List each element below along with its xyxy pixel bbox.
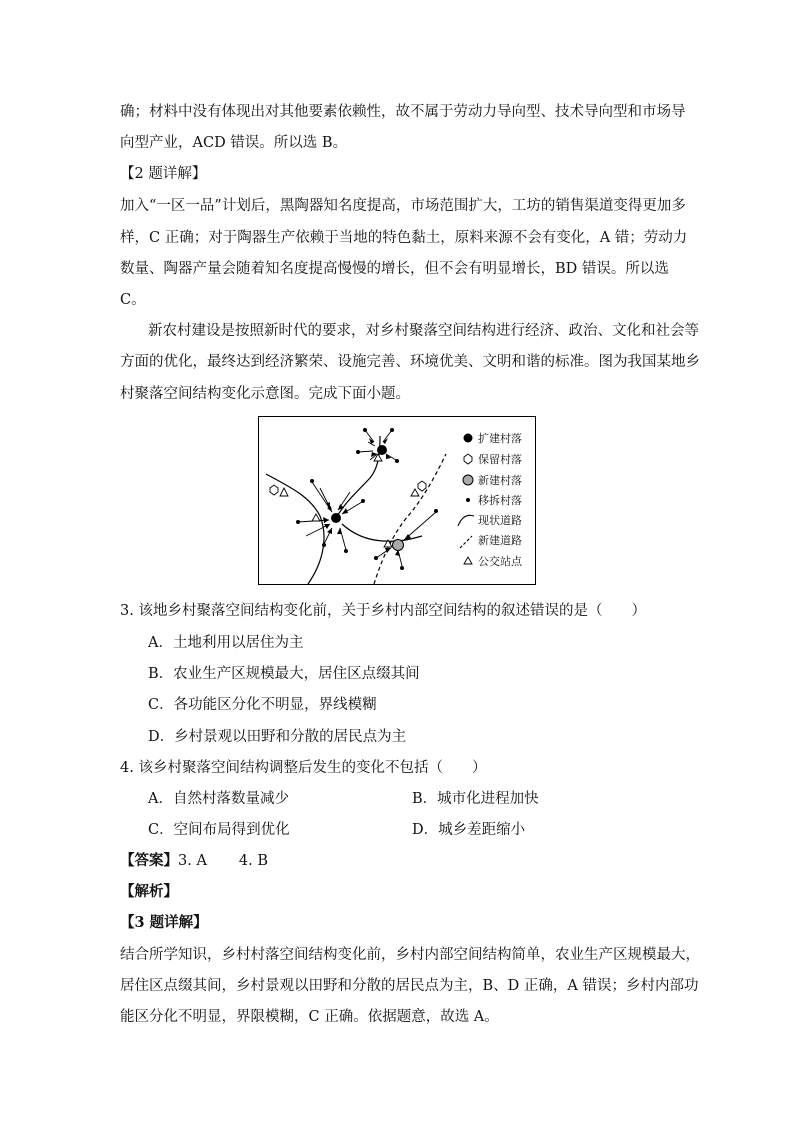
legend-label: 保留村落 bbox=[478, 453, 522, 466]
analysis-label: 【解析】 bbox=[120, 883, 178, 900]
intro-line: 村聚落空间结构变化示意图。完成下面小题。 bbox=[120, 386, 410, 402]
answer-4: 4. B bbox=[238, 853, 269, 869]
analysis-line: 能区分化不明显，界限模糊，C 正确。依据题意，故选 A。 bbox=[120, 1009, 499, 1025]
text-line: 样，C 正确；对于陶器生产依赖于当地的特色黏土，原料来源不会有变化，A 错；劳动力 bbox=[120, 230, 688, 246]
text-line: 确；材料中没有体现出对其他要素依赖性，故不属于劳动力导向型、技术导向型和市场导 bbox=[120, 104, 686, 120]
text-line: 加入“一区一品”计划后，黑陶器知名度提高，市场范围扩大，工坊的销售渠道变得更加多 bbox=[120, 198, 686, 214]
expanded-village bbox=[331, 513, 341, 523]
q4-option-c: C．空间布局得到优化 bbox=[148, 822, 290, 838]
q4-option-b: B．城市化进程加快 bbox=[412, 791, 539, 807]
filled-circle-icon bbox=[464, 434, 473, 443]
text-line: 数量、陶器产量会随着知名度提高慢慢的增长，但不会有明显增长，BD 错误。所以选 bbox=[120, 261, 669, 277]
q4-option-a: A．自然村落数量减少 bbox=[148, 791, 289, 807]
legend-label: 公交站点 bbox=[478, 555, 522, 568]
answer-label: 【答案】 bbox=[120, 852, 178, 869]
question-3-stem: 3. 该地乡村聚落空间结构变化前，关于乡村内部空间结构的叙述错误的是（ ） bbox=[120, 603, 646, 619]
legend-label: 扩建村落 bbox=[478, 432, 522, 445]
section-heading-3: 【3 题详解】 bbox=[120, 914, 208, 931]
legend-label: 新建村落 bbox=[478, 474, 522, 487]
expanded-village bbox=[377, 445, 387, 455]
legend-label: 现状道路 bbox=[478, 514, 522, 527]
section-heading-2: 【2 题详解】 bbox=[120, 166, 207, 182]
analysis-line: 居住区点缀其间，乡村景观以田野和分散的居民点为主，B、D 正确，A 错误；乡村内部功 bbox=[120, 978, 699, 994]
q4-option-d: D．城乡差距缩小 bbox=[412, 822, 526, 838]
q3-option-a: A．土地利用以居住为主 bbox=[148, 635, 304, 651]
q3-option-c: C．各功能区分化不明显，界线模糊 bbox=[148, 697, 377, 713]
village-structure-figure bbox=[258, 416, 536, 585]
intro-line: 方面的优化，最终达到经济繁荣、设施完善、环境优美、文明和谐的标准。图为我国某地乡 bbox=[120, 354, 700, 370]
text-line: C。 bbox=[120, 292, 146, 308]
legend-label: 移拆村落 bbox=[478, 494, 522, 507]
text-line: 向型产业，ACD 错误。所以选 B。 bbox=[120, 135, 348, 151]
question-4-stem: 4. 该乡村聚落空间结构调整后发生的变化不包括（ ） bbox=[120, 760, 487, 776]
q3-option-b: B．农业生产区规模最大，居住区点缀其间 bbox=[148, 666, 420, 682]
small-dot-icon bbox=[466, 498, 470, 502]
analysis-line: 结合所学知识，乡村村落空间结构变化前，乡村内部空间结构简单，农业生产区规模最大， bbox=[120, 947, 700, 963]
legend-label: 新建道路 bbox=[478, 534, 522, 547]
q3-option-d: D．乡村景观以田野和分散的居民点为主 bbox=[148, 729, 407, 745]
answer-3: 3. A bbox=[178, 853, 207, 869]
intro-line: 新农村建设是按照新时代的要求，对乡村聚落空间结构进行经济、政治、文化和社会等 bbox=[148, 323, 699, 339]
new-village bbox=[393, 540, 404, 551]
answer-line bbox=[120, 851, 268, 871]
gray-circle-icon bbox=[463, 475, 473, 485]
